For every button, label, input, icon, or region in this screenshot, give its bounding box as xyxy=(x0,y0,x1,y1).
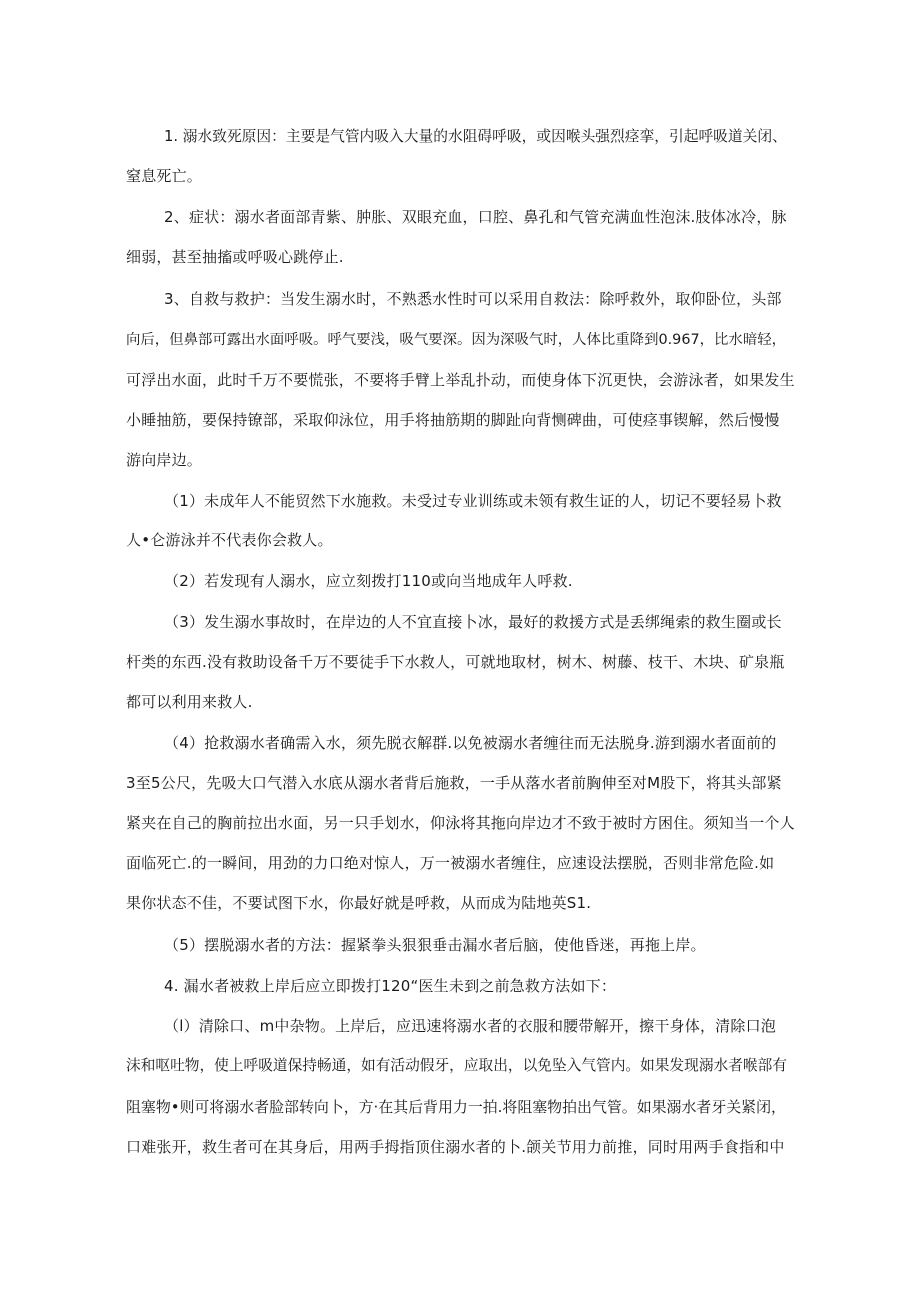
text-line: 人•仑游泳并不代表你会救人。 xyxy=(126,531,333,549)
text-line: 紧夹在自己的胸前拉出水面，另一只手划水，仰泳将其拖向岸边才不致于被时方困住。须知当一个人 xyxy=(126,814,795,832)
text-line: 4. 漏水者被救上岸后应立即拨打120“医生未到之前急救方法如下： xyxy=(164,977,617,995)
text-line: 1. 溺水致死原因：主要是气管内吸入大量的水阻碍呼吸，或因喉头强烈痉挛，引起呼吸道关闭、 xyxy=(164,128,787,145)
text-line: （3）发生溺水事故时，在岸边的人不宜直接卜冰，最好的救援方式是丢绑绳索的救生圈或长 xyxy=(164,613,782,631)
text-line: 口难张开，救生者可在其身后，用两手拇指顶住溺水者的卜.颌关节用力前推，同时用两手食指和中 xyxy=(126,1138,785,1156)
text-line: 3、自救与救护：当发生溺水时，不熟悉水性时可以采用自救法：除呼救外，取仰卧位，头部 xyxy=(164,290,782,308)
text-line: 窒息死亡。 xyxy=(126,167,203,185)
text-line: 杆类的东西.没有救助设备千万不要徒手下水救人，可就地取材，树木、树藤、枝干、木块、矿泉瓶 xyxy=(126,653,785,671)
text-line: 细弱，甚至抽搐或呼吸心跳停止. xyxy=(126,248,344,266)
text-line: （5）摆脱溺水者的方法：握紧拳头狠狠垂击漏水者后脑，使他昏迷，再拖上岸。 xyxy=(164,936,706,954)
text-line: （4）抢救溺水者确需入水，须先脱衣解群.以免被溺水者缠往而无法脱身.游到溺水者面前的 xyxy=(164,734,777,752)
text-line: （1）未成年人不能贸然下水施救。未受过专业训练或未领有救生证的人，切记不要轻易卜救 xyxy=(164,492,782,510)
text-line: 向后，但鼻部可露出水面呼吸。呼气要浅，吸气要深。因为深吸气时，人体比重降到0.967，比水暗轻， xyxy=(126,332,786,348)
text-line: 都可以利用来救人. xyxy=(126,693,253,711)
text-line: 可浮出水面，此时千万不要慌张，不要将手臂上举乱扑动，而使身体下沉更快，会游泳者，如果发生 xyxy=(126,371,795,389)
text-line: 小睡抽筋，要保持镣部，采取仰泳位，用手将抽筋期的脚趾向背恻碑曲，可使痉事锲解，然后慢慢 xyxy=(126,411,780,429)
text-line: 2、症状：溺水者面部青紫、肿胀、双眼充血，口腔、鼻孔和气管充满血性泡沫.肢体冰冷，脉 xyxy=(164,208,787,226)
text-line: （l）清除口、m中杂物。上岸后，应迅速将溺水者的衣服和腰带解开，擦干身体，清除口泡 xyxy=(164,1017,776,1035)
text-line: 3至5公尺，先吸大口气潜入水底从溺水者背后施救，一手从落水者前胸伸至对M股下，将其头部紧 xyxy=(126,774,782,792)
text-line: 沫和呕吐物，使上呼吸道保持畅通，如有活动假牙，应取出，以免坠入气管内。如果发现溺水者喉部有 xyxy=(126,1057,787,1074)
text-line: 阻塞物•则可将溺水者脸部转向卜，方·在其后背用力一拍.将阻塞物拍出气管。如果溺水者牙关紧闭， xyxy=(126,1098,786,1116)
text-line: 游向岸边。 xyxy=(126,451,203,469)
text-line: （2）若发现有人溺水，应立刻拨打110或向当地成年人呼救. xyxy=(164,572,573,590)
text-line: 果你状态不佳，不要试图下水，你最好就是呼救，从而成为陆地英S1. xyxy=(126,894,592,912)
text-line: 面临死亡.的一瞬间，用劲的力口绝对惊人，万一被溺水者缠住，应速设法摆脱，否则非常危险.如 xyxy=(126,854,775,872)
